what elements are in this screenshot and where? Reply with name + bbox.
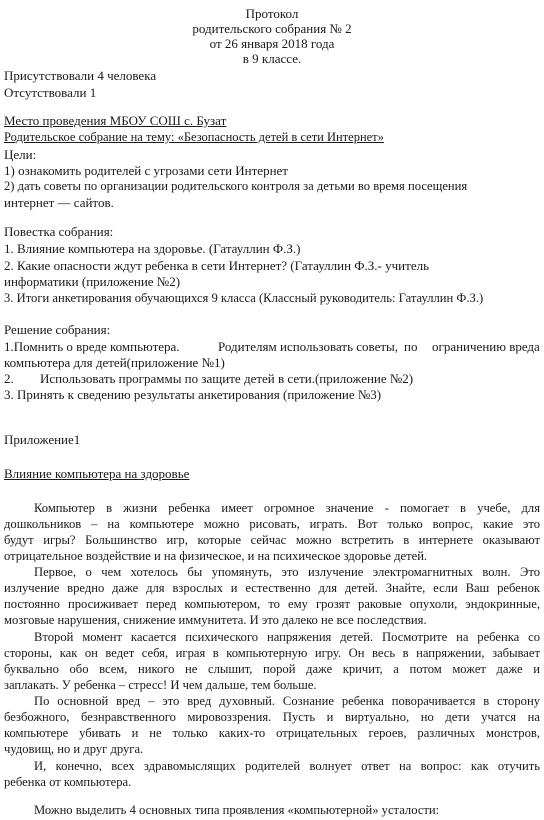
goal-item: интернет — сайтов. [4,195,114,210]
decision-text: Родителям использовать советы, [218,339,399,354]
paragraph-line: отрицательное воздействие и на физическое, и на психическое здоровье детей. [4,549,428,563]
venue: Место проведения МБОУ СОШ с. Бузат [4,113,227,128]
paragraph-line: безбожного, безнравственного мировоззрения. Пусть и виртуально, но дети учатся на [4,710,540,724]
paragraph-line: ребенка от компьютера. [4,775,132,789]
paragraph-line: Первое, о чем хотелось бы упомянуть, это излучение электромагнитных волн. Это [34,565,540,579]
paragraph-line: заплакать. У ребенка – стресс! И чем дальше, тем больше. [4,678,317,692]
paragraph-line: стороны, как он ведет себя, играя в компьютерную игру. Он весь в напряжении, забывает [4,646,540,660]
decision-item: компьютера для детей(приложение №1) [4,355,225,370]
goal-item: 2) дать советы по организации родительского контроля за детьми во время посещения [4,179,468,193]
paragraph-line: По основной вред – это вред духовный. Сознание ребенка поворачивается в сторону [34,694,540,708]
doc-title: Протокол [245,6,299,21]
goals-label: Цели: [4,147,37,162]
paragraph-line: чудовищ, но и друг друга. [4,742,144,756]
decision-label: Решение собрания: [4,322,111,337]
decision-text: Использовать программы по защите детей в сети.(приложение №2) [40,371,414,386]
decision-text: ограничению вреда [432,339,540,354]
paragraph-line: компьютере убивать и не только каких-то отрицательных героев, различных монстров, [4,726,540,740]
decision-text: по [404,339,418,354]
doc-class: в 9 классе. [242,51,302,66]
agenda-item: информатики (приложение №2) [4,274,181,289]
paragraph-line: Второй момент касается психического напряжения детей. Посмотрите на ребенка со [34,630,540,644]
meeting-topic: Родительское собрание на тему: «Безопасность детей в сети Интернет» [4,130,384,144]
paragraph-line: излучение вредно даже для взрослых и естественно для детей. Знайте, если Ваш ребенок [4,581,540,595]
paragraph-line: И, конечно, всех здравомыслящих родителей волнует ответ на вопрос: как отучить [34,759,540,773]
paragraph-line: будут игры? Большинство игр, которые сейчас можно встретить в интернете оказывают [4,533,540,547]
goal-item: 1) ознакомить родителей с угрозами сети Интернет [4,163,288,178]
paragraph-line: Компьютер в жизни ребенка имеет огромное значение - помогает в учебе, для [34,501,540,515]
attendance-present: Присутствовали 4 человека [4,68,157,83]
agenda-item: 1. Влияние компьютера на здоровье. (Гатауллин Ф.З.) [4,241,301,256]
decision-text: 2. [4,371,14,386]
agenda-label: Повестка собрания: [4,224,114,239]
paragraph-line: постоянно просиживает перед компьютером, то ему грозят раковые опухоли, эндокринные, [4,597,540,611]
agenda-item: 3. Итоги анкетирования обучающихся 9 класса (Классный руководитель: Гатауллин Ф.З.) [4,291,484,305]
appendix-heading: Влияние компьютера на здоровье [4,466,190,481]
decision-text: 1.Помнить о вреде компьютера. [4,339,180,354]
appendix-label: Приложение1 [4,432,81,447]
decision-item: 3. Принять к сведению результаты анкетирования (приложение №3) [4,387,382,402]
agenda-item: 2. Какие опасности ждут ребенка в сети Интернет? (Гатауллин Ф.З.- учитель [4,258,430,273]
paragraph-line: мозговые нарушения, снижение иммунитета. И это далеко не все последствия. [4,613,427,627]
fatigue-types-intro: Можно выделить 4 основных типа проявления «компьютерной» усталости: [34,803,440,817]
doc-date: от 26 января 2018 года [209,36,335,51]
doc-subtitle: родительского собрания № 2 [192,21,352,36]
attendance-absent: Отсутствовали 1 [4,85,97,100]
paragraph-line: буквально обо всем, никого не слышит, порой даже кричит, а потом может даже и [4,662,540,676]
paragraph-line: дошкольников – на компьютере можно рисовать, играть. Вот только вопрос, какие это [4,517,540,531]
